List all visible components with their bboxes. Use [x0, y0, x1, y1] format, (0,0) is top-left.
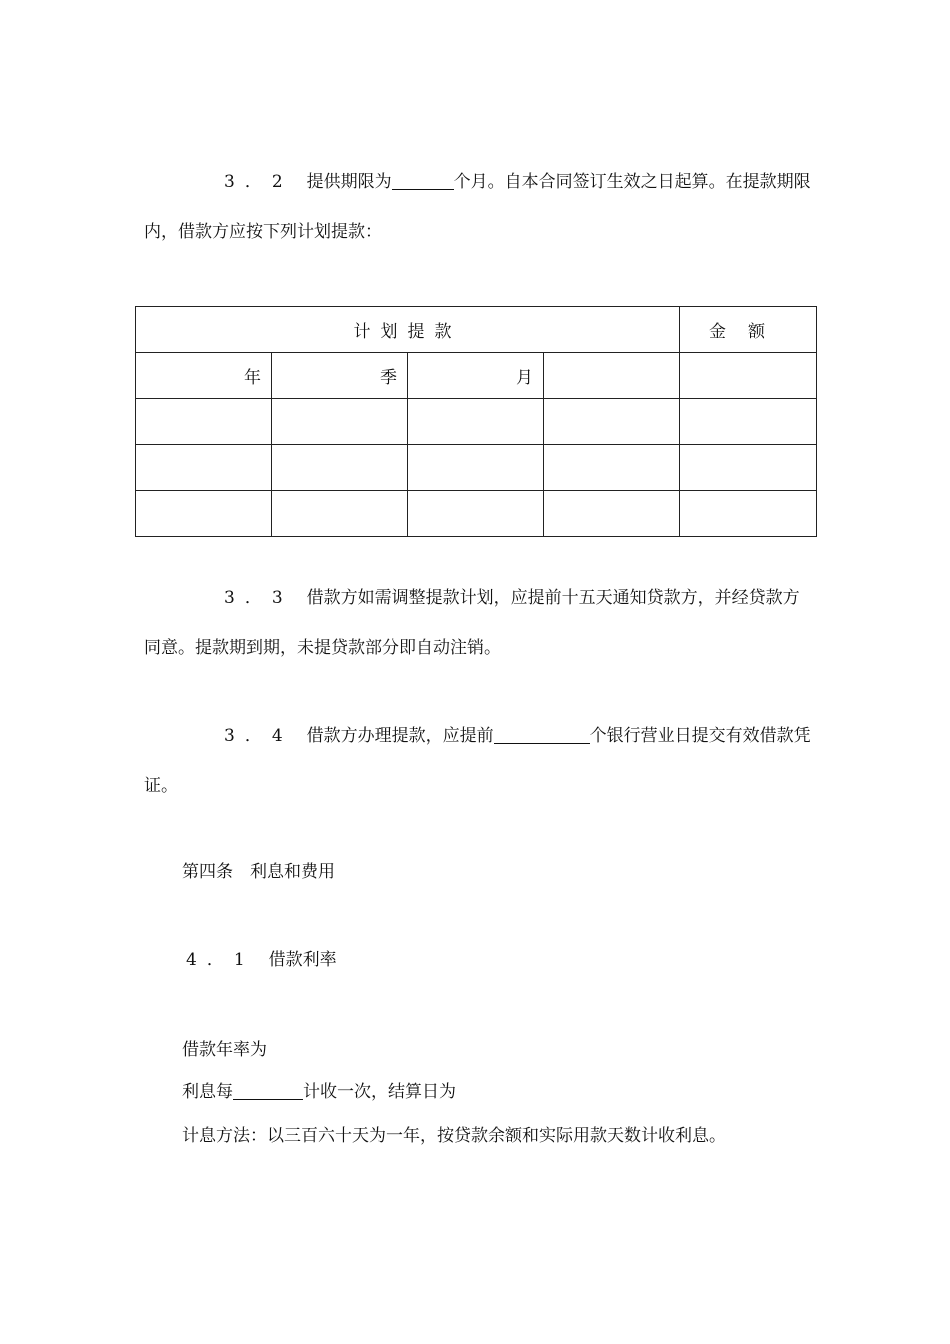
table-subheader-row	[136, 353, 817, 399]
interest-frequency-line	[182, 1080, 456, 1104]
table-cell[interactable]	[272, 399, 408, 445]
col-season: 季	[272, 353, 408, 399]
table-cell[interactable]	[136, 445, 272, 491]
period-months-blank[interactable]	[392, 172, 454, 190]
clause-text-part1: 借款方办理提款，应提前	[306, 726, 494, 746]
col-year: 年	[136, 353, 272, 399]
clause-text: 借款方如需调整提款计划，应提前十五天通知贷款方，并经贷款方同意。提款期到期，未提贷款部分即自动注销。	[144, 588, 800, 658]
article-4-heading: 第四条 利息和费用	[182, 862, 335, 882]
clause-3-3	[144, 573, 816, 673]
table-row	[136, 445, 817, 491]
table-cell[interactable]	[136, 399, 272, 445]
table-cell[interactable]	[680, 353, 817, 399]
table-cell[interactable]	[408, 491, 544, 537]
table-cell[interactable]	[680, 445, 817, 491]
table-row	[136, 399, 817, 445]
table-cell[interactable]	[272, 445, 408, 491]
clause-title: 借款利率	[268, 950, 337, 970]
clause-number: 4．1	[186, 950, 255, 970]
col-month: 月	[408, 353, 544, 399]
clause-number: 3．2	[224, 172, 293, 192]
header-drawdown-plan: 计划提款	[136, 307, 680, 353]
interest-text-part1: 利息每	[182, 1082, 233, 1102]
interest-method-line: 计息方法：以三百六十天为一年，按贷款余额和实际用款天数计收利息。	[182, 1126, 726, 1146]
table-cell[interactable]	[408, 445, 544, 491]
annual-rate-line: 借款年率为	[182, 1040, 267, 1060]
clause-text-part1: 提供期限为	[306, 172, 392, 192]
interest-text-part2: 计收一次，结算日为	[303, 1082, 456, 1102]
table-cell[interactable]	[544, 353, 680, 399]
header-amount: 金额	[680, 307, 817, 353]
clause-3-2	[144, 157, 816, 257]
interest-period-blank[interactable]	[233, 1082, 303, 1100]
table-cell[interactable]	[680, 399, 817, 445]
table-cell[interactable]	[544, 399, 680, 445]
drawdown-plan-table	[135, 306, 817, 537]
table-row	[136, 491, 817, 537]
clause-4-1	[182, 948, 337, 972]
table-cell[interactable]	[544, 445, 680, 491]
table-cell[interactable]	[408, 399, 544, 445]
clause-3-4	[144, 711, 816, 811]
table-header-row	[136, 307, 817, 353]
table-cell[interactable]	[680, 491, 817, 537]
table-cell[interactable]	[272, 491, 408, 537]
clause-number: 3．4	[224, 726, 293, 746]
business-days-blank[interactable]	[494, 726, 590, 744]
clause-text-part2: 个银行营业日提交有效借款凭证。	[144, 726, 811, 796]
table-cell[interactable]	[136, 491, 272, 537]
table-cell[interactable]	[544, 491, 680, 537]
clause-text-part2: 个月。自本合同签订生效之日起算。在提款期限内，借款方应按下列计划提款：	[144, 172, 811, 242]
clause-number: 3．3	[224, 588, 293, 608]
